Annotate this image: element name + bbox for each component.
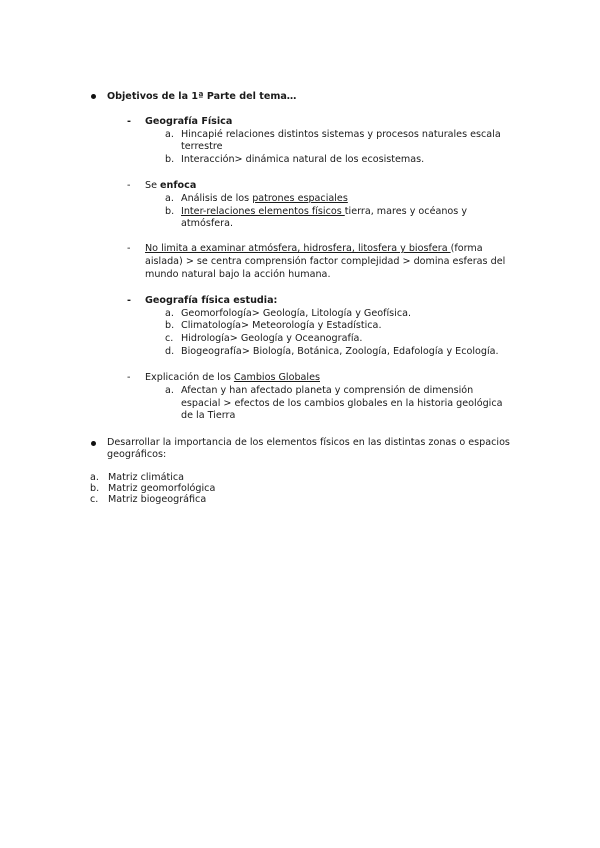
list-marker: a. [165, 193, 174, 204]
underlined-term: Cambios Globales [233, 372, 320, 383]
subheading-prefix: Se [145, 180, 161, 191]
underlined-term: Inter-relaciones elementos físicos [181, 206, 345, 217]
underlined-term: patrones espaciales [252, 193, 348, 204]
list-marker: c. [165, 333, 174, 344]
list-item-continuation: atmósfera. [181, 218, 234, 229]
list-marker: a. [90, 472, 99, 483]
list-marker: b. [165, 320, 175, 331]
bullet-dot [91, 441, 96, 446]
subheading-bold: enfoca [160, 180, 197, 191]
list-item: Biogeografía> Biología, Botánica, Zoología, Edafología y Ecología. [181, 346, 499, 357]
list-item: Matriz biogeográfica [108, 494, 207, 505]
list-item [181, 193, 348, 205]
dash-marker: - [127, 295, 131, 306]
list-item-continuation: espacial > efectos de los cambios globales en la historia geológica [181, 398, 503, 409]
paragraph-text: (forma [450, 243, 483, 254]
underlined-term: No limita a examinar atmósfera, hidrosfera, litosfera y biosfera [145, 243, 451, 254]
list-item: Interacción> dinámica natural de los ecosistemas. [181, 154, 425, 165]
dash-marker: - [127, 243, 131, 254]
list-item [181, 206, 467, 218]
list-marker: b. [90, 483, 100, 494]
paragraph-continuation: mundo natural bajo la acción humana. [145, 269, 331, 280]
list-item: Geomorfología> Geología, Litología y Geofísica. [181, 308, 412, 319]
list-item: Matriz geomorfológica [108, 483, 216, 494]
subheading-geografia-fisica: Geografía Física [145, 116, 233, 127]
list-item-continuation: terrestre [181, 141, 223, 152]
list-item: Afectan y han afectado planeta y comprensión de dimensión [181, 385, 474, 396]
list-item: Climatología> Meteorología y Estadística. [181, 320, 382, 331]
bullet-dot [91, 94, 96, 99]
list-marker: b. [165, 206, 175, 217]
dash-marker: - [127, 116, 131, 127]
list-item: Hidrología> Geología y Oceanografía. [181, 333, 363, 344]
list-marker: b. [165, 154, 175, 165]
list-marker: c. [90, 494, 99, 505]
subheading-enfoca [145, 180, 196, 192]
paragraph-text: Explicación de los [145, 372, 234, 383]
list-marker: a. [165, 129, 174, 140]
paragraph-continuation: geográficos: [107, 449, 167, 460]
list-item-text: tierra, mares y océanos y [344, 206, 468, 217]
list-item: Matriz climática [108, 472, 185, 483]
paragraph-cambios [145, 372, 320, 384]
paragraph-continuation: aislada) > se centra comprensión factor complejidad > domina esferas del [145, 256, 506, 267]
list-item-text: Análisis de los [181, 193, 253, 204]
dash-marker: - [127, 372, 131, 383]
list-marker: d. [165, 346, 175, 357]
list-marker: a. [165, 308, 174, 319]
dash-marker: - [127, 180, 131, 191]
list-marker: a. [165, 385, 174, 396]
paragraph-no-limita [145, 243, 483, 255]
paragraph-desarrollar: Desarrollar la importancia de los elementos físicos en las distintas zonas o espacios [107, 437, 510, 448]
subheading-estudia: Geografía física estudia: [145, 295, 278, 306]
list-item-continuation: de la Tierra [181, 410, 236, 421]
list-item: Hincapié relaciones distintos sistemas y procesos naturales escala [181, 129, 501, 140]
section-title: Objetivos de la 1ª Parte del tema… [107, 91, 297, 102]
